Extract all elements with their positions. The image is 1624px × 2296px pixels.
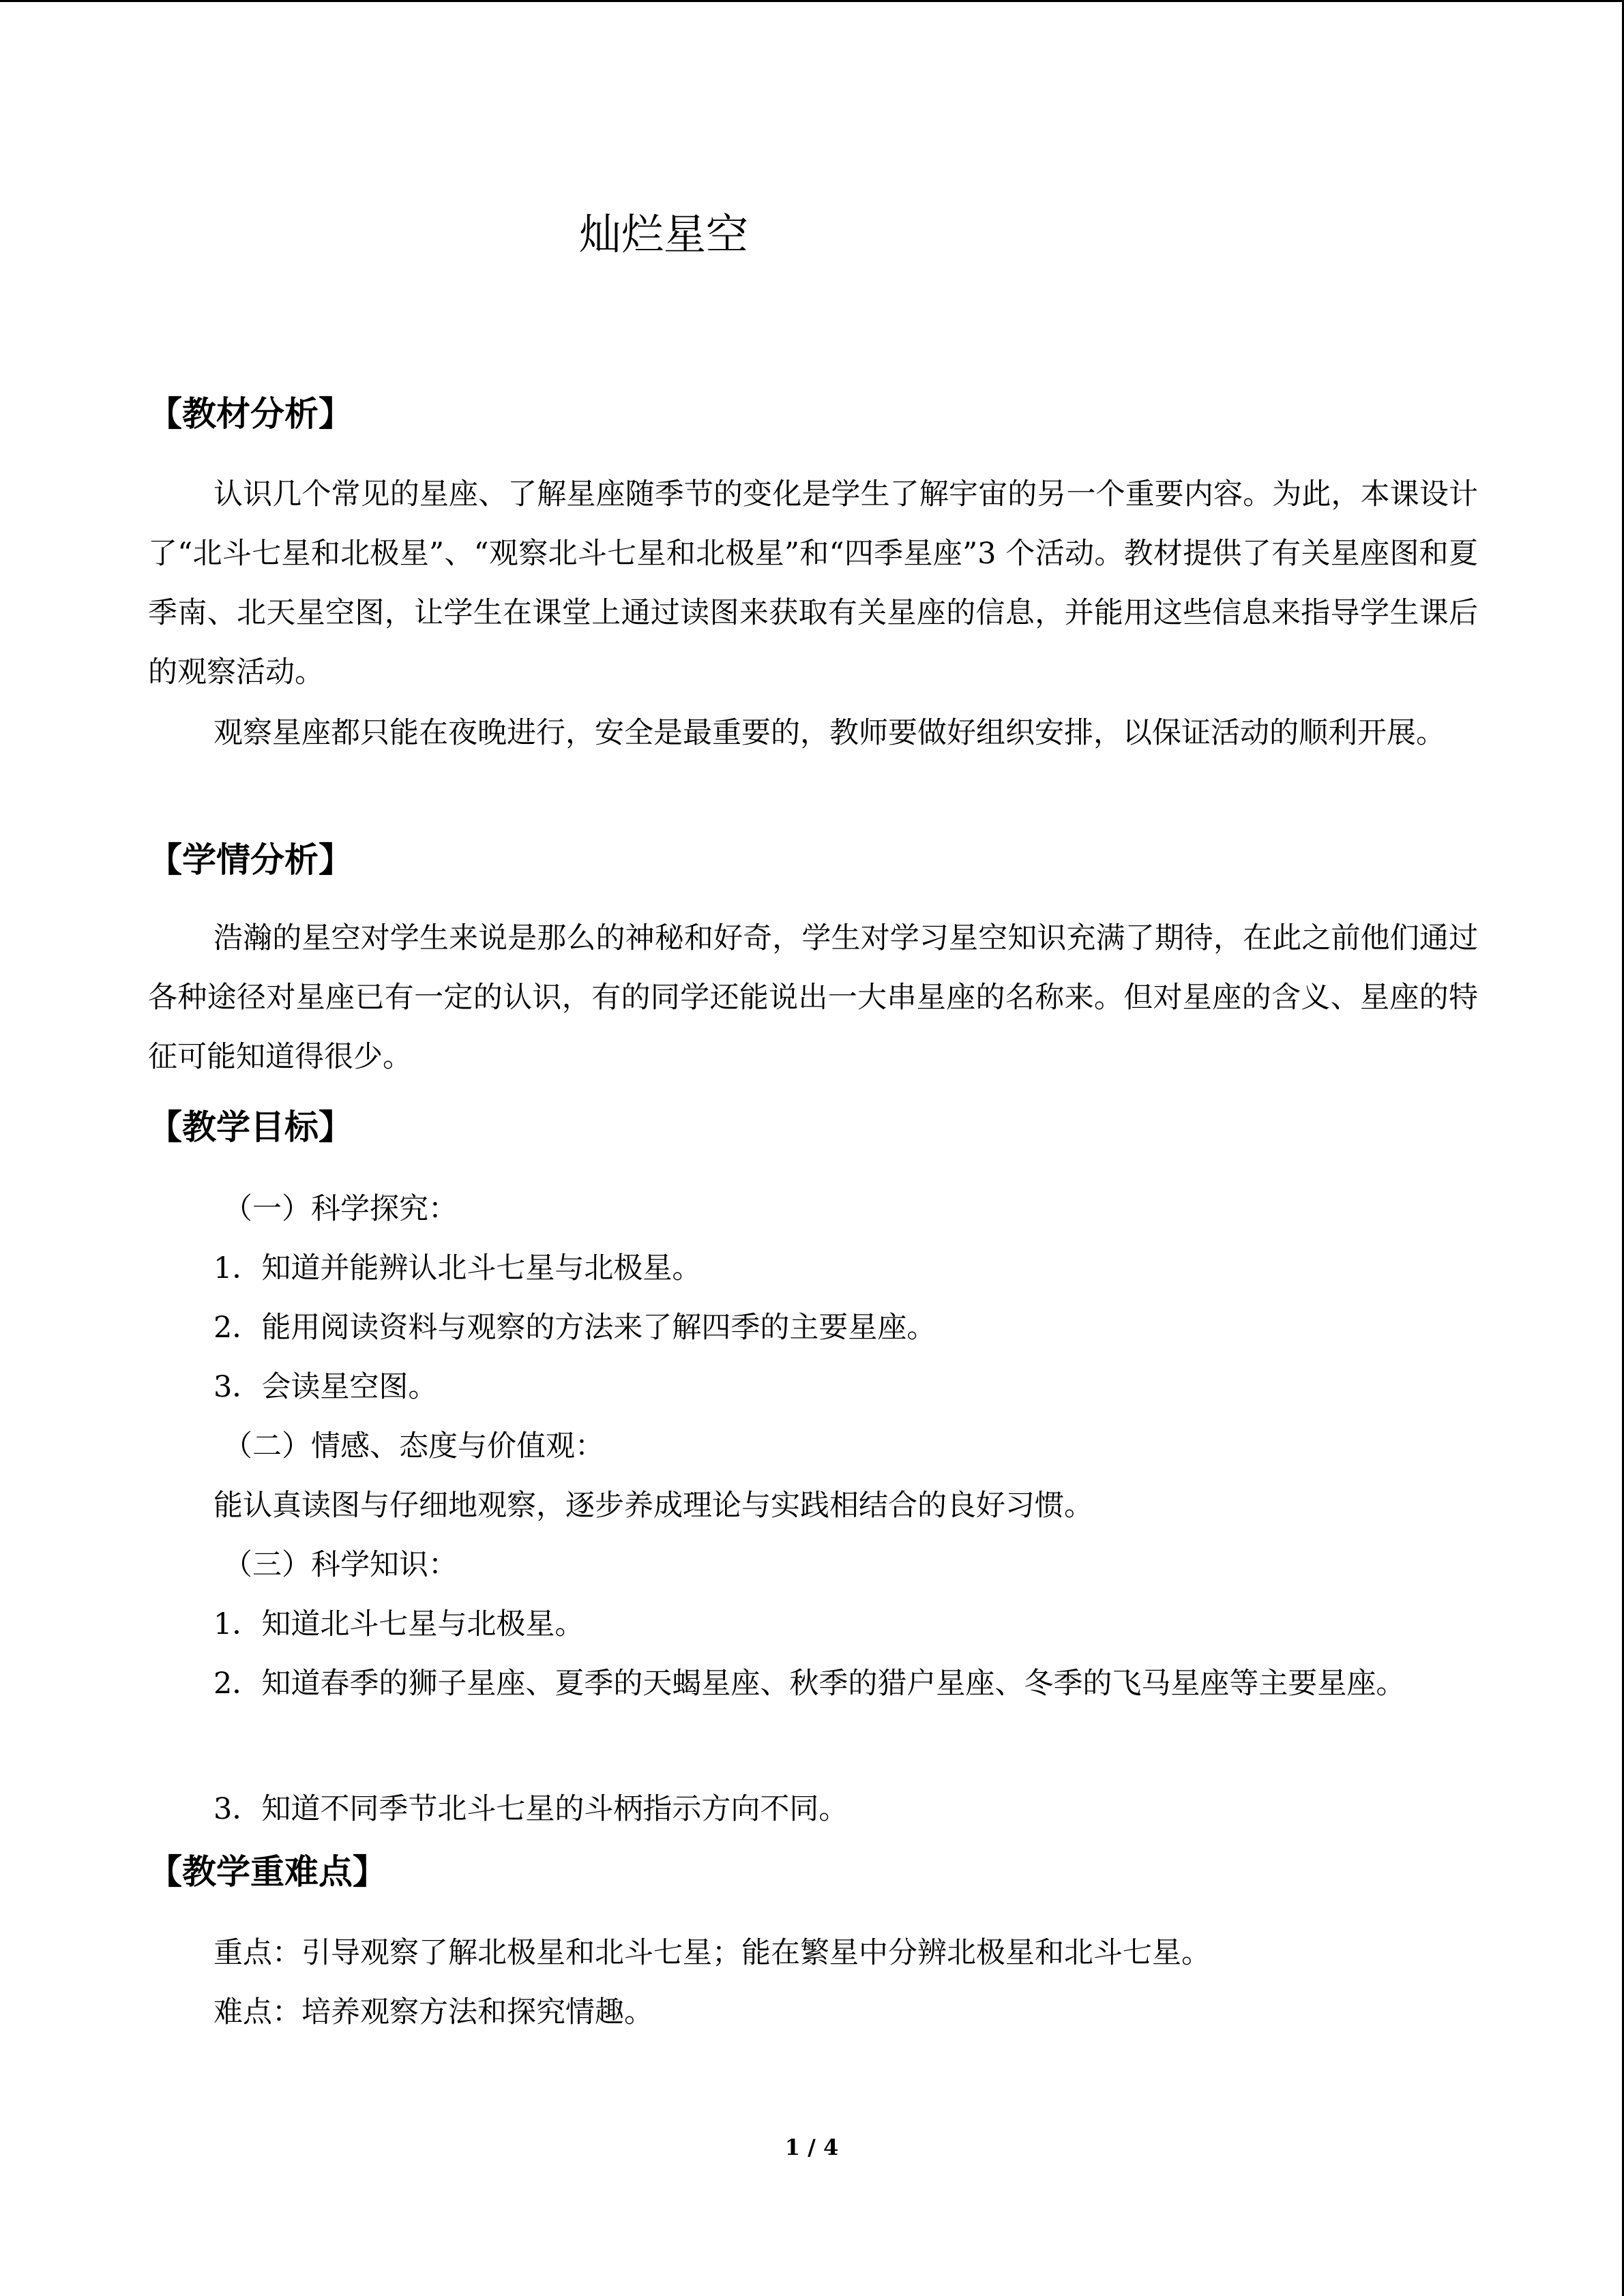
material-paragraph-1: 认识几个常见的星座、了解星座随季节的变化是学生了解宇宙的另一个重要内容。为此，本课设计了“北斗七星和北极星”、“观察北斗七星和北极星”和“四季星座”3 个活动。教材提供了有关星座图和夏季南、北天星空图，让学生在课堂上通过读图来获取有关星座的信息，并能用这些信息来指导学生课后的观察活动。 (148, 477, 1478, 689)
goal-2-text: 能认真读图与仔细地观察，逐步养成理论与实践相结合的良好习惯。 (213, 1489, 1093, 1523)
goal-1-item-1: 1．知道并能辨认北斗七星与北极星。 (213, 1251, 702, 1285)
heading-student-analysis: 【学情分析】 (148, 840, 353, 880)
goal-3-title: （三）科学知识： (223, 1548, 458, 1582)
goal-3-item-3: 3．知道不同季节北斗七星的斗柄指示方向不同。 (213, 1792, 848, 1826)
goal-2-title: （二）情感、态度与价值观： (223, 1429, 604, 1463)
student-paragraph: 浩瀚的星空对学生来说是那么的神秘和好奇，学生对学习星空知识充满了期待，在此之前他们通过各种途径对星座已有一定的认识，有的同学还能说出一大串星座的名称来。但对星座的含义、星座的特征可能知道得很少。 (148, 921, 1478, 1074)
goal-1-item-3: 3．会读星空图。 (213, 1370, 438, 1404)
goal-3-item-2: 2．知道春季的狮子星座、夏季的天蝎星座、秋季的猎户星座、冬季的飞马星座等主要星座。 (213, 1667, 1406, 1701)
document-title: 灿烂星空 (578, 209, 748, 259)
material-paragraph-2: 观察星座都只能在夜晚进行，安全是最重要的，教师要做好组织安排，以保证活动的顺利开展。 (213, 716, 1445, 750)
heading-teaching-goals: 【教学目标】 (148, 1107, 353, 1147)
goal-3-item-1: 1．知道北斗七星与北极星。 (213, 1607, 585, 1641)
key-point: 重点：引导观察了解北极星和北斗七星；能在繁星中分辨北极星和北斗七星。 (213, 1936, 1211, 1970)
page-number: 1 / 4 (784, 2134, 839, 2160)
heading-key-difficult-points: 【教学重难点】 (148, 1852, 387, 1892)
goal-1-title: （一）科学探究： (223, 1192, 458, 1226)
heading-material-analysis: 【教材分析】 (148, 394, 353, 434)
difficult-point: 难点：培养观察方法和探究情趣。 (213, 1995, 653, 2029)
goal-1-item-2: 2．能用阅读资料与观察的方法来了解四季的主要星座。 (213, 1311, 936, 1345)
